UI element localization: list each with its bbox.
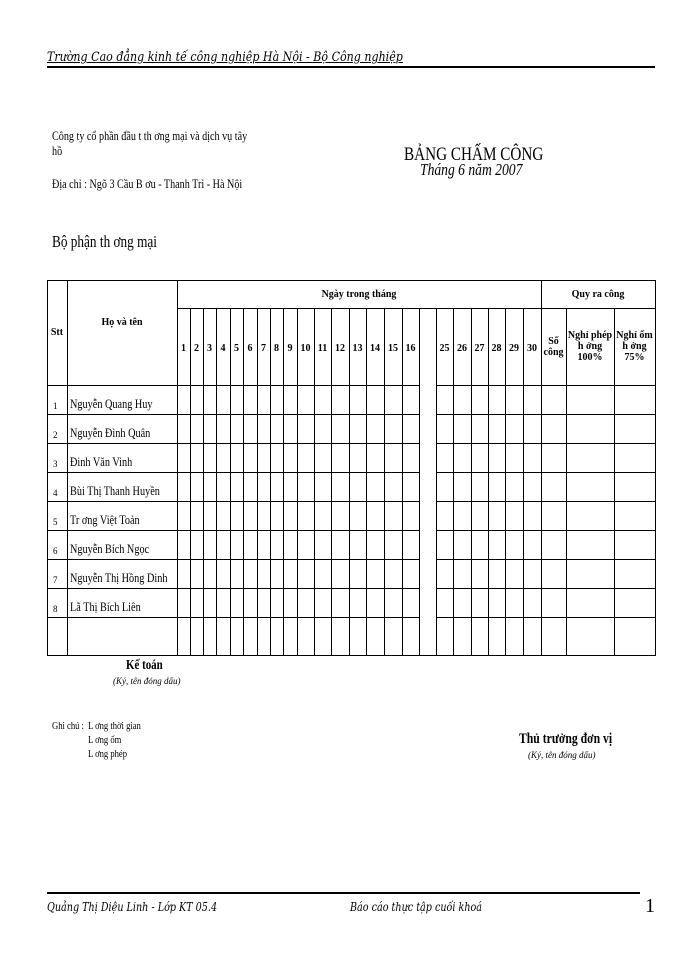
row-name: Đinh Văn Vinh xyxy=(70,455,133,469)
accountant-label: Kế toán xyxy=(126,658,163,673)
column-header-day: 12 xyxy=(335,342,345,354)
column-header-day: 3 xyxy=(207,342,212,354)
column-header-day: 10 xyxy=(300,342,311,354)
row-name: Tr ơng Việt Toản xyxy=(70,513,140,527)
grid-line xyxy=(436,588,655,589)
document-subtitle: Tháng 6 năm 2007 xyxy=(420,160,523,179)
head-label: Thủ trưởng đơn vị xyxy=(519,731,613,747)
grid-line xyxy=(47,617,419,618)
grid-line xyxy=(177,308,655,309)
grid-line xyxy=(436,559,655,560)
notes-label: Ghi chú : xyxy=(52,720,84,732)
row-stt: 4 xyxy=(53,488,58,498)
note-item: L ơng phép xyxy=(88,748,128,760)
column-header-day: 1 xyxy=(181,342,186,354)
grid-line xyxy=(436,472,655,473)
column-header-day: 9 xyxy=(287,342,293,354)
company-address: Địa chỉ : Ngõ 3 Cầu B ơu - Thanh Trì - Hà Nội xyxy=(52,176,243,191)
row-name: Bùi Thị Thanh Huyền xyxy=(70,484,160,498)
grid-line xyxy=(436,443,655,444)
table-border xyxy=(655,280,656,656)
footer-report: Báo cáo thực tập cuối khoá xyxy=(350,900,483,914)
header-rule xyxy=(47,66,655,68)
row-stt: 6 xyxy=(53,546,58,556)
column-header-day: 25 xyxy=(439,342,450,354)
page-header: Trường Cao đẳng kinh tế công nghiệp Hà Nội - Bộ Công nghiệp xyxy=(47,50,403,65)
column-header-summary: Nghỉ phép h ởng 100% xyxy=(567,330,613,363)
row-stt: 5 xyxy=(53,517,58,527)
row-name: Nguyễn Bích Ngọc xyxy=(70,542,150,556)
row-stt: 2 xyxy=(53,430,58,440)
page-number: 1 xyxy=(645,895,655,917)
grid-line xyxy=(47,414,419,415)
column-header-day: 2 xyxy=(194,342,199,354)
column-header-day: 4 xyxy=(220,342,226,354)
column-header-day: 7 xyxy=(261,342,266,354)
column-header-day: 30 xyxy=(527,342,537,354)
grid-line xyxy=(47,501,419,502)
column-header-stt: Stt xyxy=(50,327,64,338)
column-header-name: Họ và tên xyxy=(101,317,143,328)
column-header-day: 26 xyxy=(457,342,467,354)
grid-line xyxy=(47,530,419,531)
column-group-days: Ngày trong tháng xyxy=(321,288,397,300)
grid-line xyxy=(47,559,419,560)
accountant-note: (Ký, tên đóng dấu) xyxy=(113,676,181,686)
note-item: L ơng ốm xyxy=(88,734,122,746)
column-header-day: 11 xyxy=(317,342,328,354)
company-name-line1: Công ty cổ phần đầu t th ơng mại và dịch vụ tây xyxy=(52,128,248,143)
column-group-summary: Quy ra công xyxy=(571,288,625,300)
row-stt: 7 xyxy=(53,575,58,585)
grid-line xyxy=(436,530,655,531)
grid-line xyxy=(436,414,655,415)
column-header-summary: Số công xyxy=(543,335,564,358)
row-stt: 8 xyxy=(53,604,58,614)
footer-rule xyxy=(47,892,640,894)
row-name: Nguyễn Quang Huy xyxy=(70,397,153,411)
column-header-day: 29 xyxy=(509,342,519,354)
head-note: (Ký, tên đóng dấu) xyxy=(528,750,596,760)
column-header-day: 6 xyxy=(247,342,253,354)
row-stt: 1 xyxy=(53,401,58,411)
document-title: BẢNG CHẤM CÔNG xyxy=(404,144,544,165)
grid-line xyxy=(436,385,655,386)
grid-line xyxy=(419,308,420,655)
column-header-day: 14 xyxy=(370,342,380,354)
company-name-line2: hồ xyxy=(52,143,63,158)
column-header-day: 13 xyxy=(352,342,363,354)
row-name: Nguyễn Đình Quân xyxy=(70,426,151,440)
note-item: L ơng thời gian xyxy=(88,720,141,732)
row-name: Nguyễn Thị Hồng Dinh xyxy=(70,571,168,585)
column-header-summary: Nghỉ ốm h ởng 75% xyxy=(616,330,653,363)
column-header-day: 28 xyxy=(491,342,502,354)
column-header-day: 8 xyxy=(274,342,279,354)
column-header-day: 5 xyxy=(234,342,239,354)
column-header-day: 16 xyxy=(405,342,416,354)
column-header-day: 27 xyxy=(474,342,485,354)
table-border xyxy=(47,655,655,656)
column-header-day: 15 xyxy=(388,342,398,354)
grid-line xyxy=(436,617,655,618)
grid-line xyxy=(47,443,419,444)
grid-line xyxy=(47,385,419,386)
grid-line xyxy=(47,472,419,473)
row-name: Lã Thị Bích Liên xyxy=(70,600,141,614)
grid-line xyxy=(436,501,655,502)
footer-author: Quảng Thị Diệu Linh - Lớp KT 05.4 xyxy=(47,900,218,914)
row-stt: 3 xyxy=(53,459,58,469)
department: Bộ phận th ơng mại xyxy=(52,232,157,251)
grid-line xyxy=(47,588,419,589)
